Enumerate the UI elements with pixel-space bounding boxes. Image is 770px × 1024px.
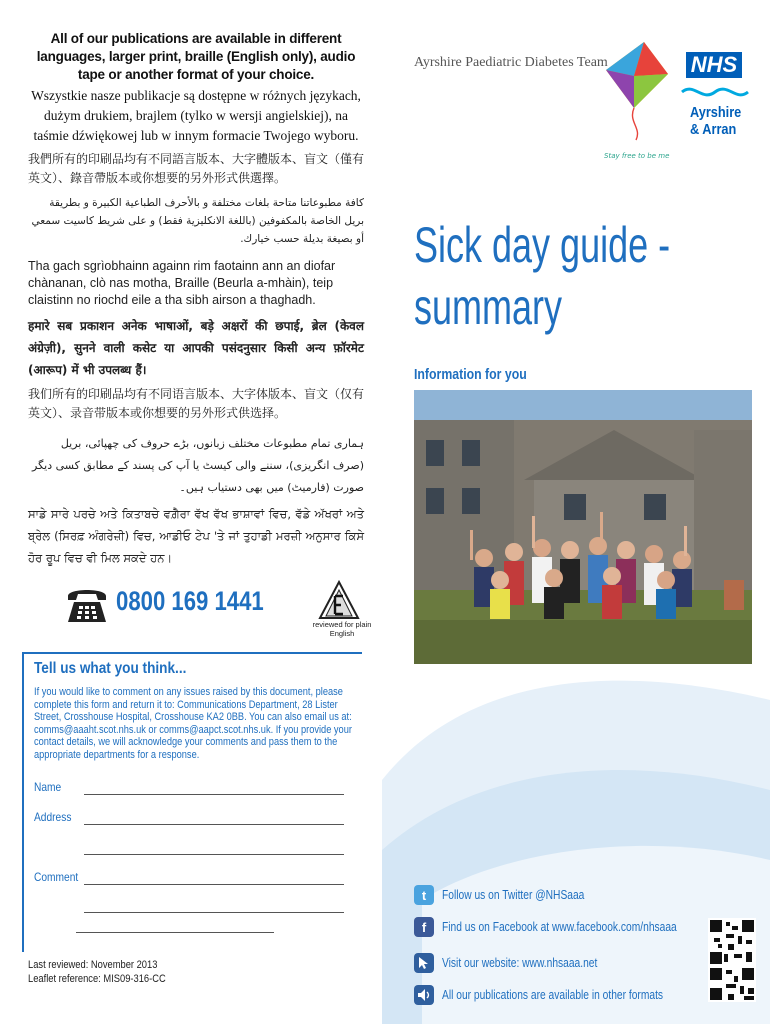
group-photo xyxy=(414,390,752,664)
nhs-region-line-1: Ayrshire xyxy=(690,104,742,121)
twitter-icon: t xyxy=(414,885,434,905)
statement-punjabi: ਸਾਡੇ ਸਾਰੇ ਪਰਚੇ ਅਤੇ ਕਿਤਾਬਚੇ ਵਗ਼ੈਰਾ ਵੱਖ ਵੱਖ ਭਾਸ਼ਾਵਾਂ ਵਿਚ, ਵੱਡੇ ਅੱਖਰਾਂ ਅਤੇ ਬ੍ਰੇਲ (ਸਿਰਫ਼ ਅੰਗਰੇਜ਼ੀ) ਵਿਚ, ਆਡੀਓ ਟੇਪ 'ਤੇ ਜਾਂ ਤੁਹਾਡੀ ਮਰਜ਼ੀ ਅਨੁਸਾਰ ਕਿਸੇ ਹੋਰ ਰੂਪ ਵਿਚ ਵੀ ਮਿਲ ਸਕਦੇ ਹਨ। xyxy=(28,507,364,565)
comment-label: Comment xyxy=(34,870,79,884)
feedback-form xyxy=(22,652,362,952)
address-label: Address xyxy=(34,810,72,824)
nhs-logo: NHS xyxy=(686,52,742,78)
phone-number[interactable]: 0800 169 1441 xyxy=(116,586,264,616)
telephone-icon xyxy=(64,582,110,628)
page-title-line-1: Sick day guide - xyxy=(414,217,671,273)
page-title xyxy=(414,214,670,338)
statement-chinese-simplified: 我们所有的印刷品均有不同语言版本、大字体版本、盲文（仅有英文）、录音带版本或你想要的另外形式供选择。 xyxy=(28,387,365,420)
comment-field-line-2[interactable] xyxy=(84,912,344,913)
statement-polish: Wszystkie nasze publikacje są dostępne w różnych językach, dużym drukiem, brajlem (tylko w wersji angielskiej), na taśmie dźwiękowej lub w innym formacie Twojego wyboru. xyxy=(31,88,361,143)
formats-link-text: All our publications are available in other formats xyxy=(442,988,664,1002)
website-link[interactable] xyxy=(414,950,631,976)
review-info xyxy=(28,958,166,986)
statement-english: All of our publications are available in different languages, larger print, braille (English only), audio tape or another format of your choice. xyxy=(36,31,356,82)
phone-contact xyxy=(64,580,372,640)
leaflet-reference: Leaflet reference: MIS09-316-CC xyxy=(28,973,166,985)
website-link-text: Visit our website: www.nhsaaa.net xyxy=(442,956,598,970)
statement-hindi: हमारे सब प्रकाशन अनेक भाषाओं, बड़े अक्षरों की छपाई, ब्रेल (केवल अंग्रेज़ी), सुनने वाली कसेट या आपकी पसंदनुसार किसी अन्य फ़ॉरमेट (आरूप) में भी उपलब्ध हैं। xyxy=(28,319,364,377)
nhs-region xyxy=(690,104,741,138)
facebook-link-text: Find us on Facebook at www.facebook.com/nhsaaa xyxy=(442,920,677,934)
page-title-line-2: summary xyxy=(414,279,563,335)
statement-gaelic: Tha gach sgrìobhainn againn rim faotainn ann an diofar chànanan, clò nas motha, Braille (Beurla a-mhàin), teip claistinn no riochd eile a tha sibh airson a thaghadh. xyxy=(28,259,336,307)
cursor-icon xyxy=(414,953,434,973)
kite-tagline: Stay free to be me xyxy=(604,152,670,160)
comment-field-line-1[interactable] xyxy=(84,884,344,885)
last-reviewed: Last reviewed: November 2013 xyxy=(28,959,158,971)
feedback-instructions: If you would like to comment on any issues raised by this document, please complete this form and return it to: Communications Department, 28 Lister Street, Crosshouse Hospital, Crosshouse KA2 0BB. You can also email us at: comms@aaaht.scot.nhs.uk or comms@aapct.scot.nhs.uk. If you provide your contact details, we will acknowledge your comments and pass them to the appropriate departments for a response. xyxy=(34,686,352,761)
formats-link[interactable] xyxy=(414,982,712,1008)
facebook-icon: f xyxy=(414,917,434,937)
address-field-line-1[interactable] xyxy=(84,824,344,825)
language-statements xyxy=(28,30,364,569)
nhs-region-line-2: & Arran xyxy=(690,121,737,138)
crystal-mark-caption: reviewed for plain English xyxy=(312,620,372,638)
address-field-line-2[interactable] xyxy=(84,854,344,855)
facebook-link[interactable] xyxy=(414,914,728,940)
comment-field-line-3[interactable] xyxy=(76,932,274,933)
twitter-link-text: Follow us on Twitter @NHSaaa xyxy=(442,888,585,902)
statement-chinese-traditional: 我們所有的印刷品均有不同語言版本、大字體版本、盲文（僅有英文）、錄音帶版本或你想要的另外形式供選擇。 xyxy=(28,152,365,185)
name-label: Name xyxy=(34,780,62,794)
twitter-link[interactable] xyxy=(414,882,616,908)
name-field[interactable] xyxy=(84,794,344,795)
statement-urdu: ہماری تمام مطبوعات مختلف زبانوں، بڑے حروف کی چھپائی، بریل (صرف انگریزی)، سننے والی کیسٹ یا آپ کی پسند کے مطابق کسی دیگر صورت (فارمیٹ) میں بھی دستیاب ہیں۔ xyxy=(32,437,364,494)
speaker-icon xyxy=(414,985,434,1005)
feedback-title: Tell us what you think... xyxy=(34,660,187,677)
statement-arabic: كافة مطبوعاتنا متاحة بلغات مختلفة و بالأحرف الطباعية الكبيرة و بطريقة بريل الخاصة بالمكفوفين (باللغة الانكليزية فقط) و على شريط كاسيت سمعي أو بصيغة بديلة حسب خيارك. xyxy=(31,197,364,245)
page-subtitle: Information for you xyxy=(414,366,527,383)
team-name: Ayrshire Paediatric Diabetes Team xyxy=(414,55,608,70)
qr-code-icon[interactable] xyxy=(708,918,756,1002)
nhs-wave-icon xyxy=(680,82,750,102)
kite-logo-icon xyxy=(598,36,678,162)
